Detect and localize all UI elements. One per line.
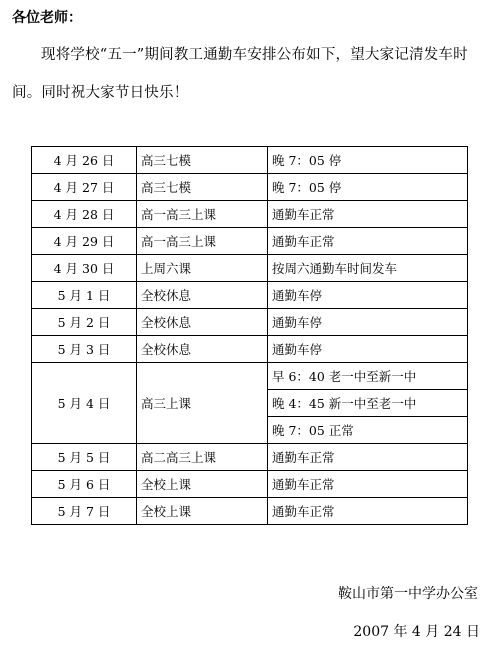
- bus-note-cell: 通勤车停: [268, 309, 468, 336]
- table-row: [32, 309, 468, 336]
- bus-note-cell: 晚 7：05 正常: [268, 417, 468, 444]
- bus-note-cell: 通勤车停: [268, 336, 468, 363]
- table-row: [32, 255, 468, 282]
- signature: 鞍山市第一中学办公室: [338, 586, 478, 602]
- notice-paragraph: 现将学校“五一”期间教工通勤车安排公布如下，望大家记清发车时间。同时祝大家节日快乐！: [12, 47, 468, 101]
- date-cell: 5 月 6 日: [32, 471, 137, 498]
- course-cell: 全校上课: [137, 471, 268, 498]
- table-row: [32, 363, 468, 390]
- course-cell: 全校上课: [137, 498, 268, 525]
- date-cell: 5 月 1 日: [32, 282, 137, 309]
- bus-note-cell: 通勤车正常: [268, 498, 468, 525]
- course-cell: 上周六课: [137, 255, 268, 282]
- bus-note-cell: 通勤车正常: [268, 228, 468, 255]
- date-cell: 4 月 26 日: [32, 147, 137, 174]
- table-row: [32, 174, 468, 201]
- bus-note-cell: 晚 7：05 停: [268, 174, 468, 201]
- date-cell: 5 月 2 日: [32, 309, 137, 336]
- date-cell: 5 月 5 日: [32, 444, 137, 471]
- date-cell: 5 月 4 日: [32, 363, 137, 444]
- bus-note-cell: 通勤车正常: [268, 201, 468, 228]
- table-row: [32, 147, 468, 174]
- table-row: [32, 471, 468, 498]
- date-cell: 4 月 29 日: [32, 228, 137, 255]
- date-cell: 4 月 27 日: [32, 174, 137, 201]
- course-cell: 高三上课: [137, 363, 268, 444]
- bus-note-cell: 通勤车正常: [268, 471, 468, 498]
- course-cell: 全校休息: [137, 282, 268, 309]
- date-cell: 4 月 28 日: [32, 201, 137, 228]
- table-row: [32, 498, 468, 525]
- date-cell: 5 月 7 日: [32, 498, 137, 525]
- course-cell: 全校休息: [137, 309, 268, 336]
- course-cell: 高一高三上课: [137, 228, 268, 255]
- course-cell: 高二高三上课: [137, 444, 268, 471]
- date-cell: 4 月 30 日: [32, 255, 137, 282]
- schedule-table: [31, 146, 468, 525]
- issue-date: 2007 年 4 月 24 日: [353, 624, 480, 640]
- bus-note-cell: 晚 4：45 新一中至老一中: [268, 390, 468, 417]
- schedule-table-body: [32, 147, 468, 525]
- salutation: 各位老师：: [12, 10, 82, 26]
- course-cell: 全校休息: [137, 336, 268, 363]
- table-row: [32, 201, 468, 228]
- table-row: [32, 336, 468, 363]
- bus-note-cell: 通勤车停: [268, 282, 468, 309]
- bus-note-cell: 通勤车正常: [268, 444, 468, 471]
- date-cell: 5 月 3 日: [32, 336, 137, 363]
- course-cell: 高三七模: [137, 147, 268, 174]
- bus-note-cell: 早 6：40 老一中至新一中: [268, 363, 468, 390]
- course-cell: 高三七模: [137, 174, 268, 201]
- table-row: [32, 228, 468, 255]
- table-row: [32, 282, 468, 309]
- course-cell: 高一高三上课: [137, 201, 268, 228]
- bus-note-cell: 晚 7：05 停: [268, 147, 468, 174]
- table-row: [32, 444, 468, 471]
- bus-note-cell: 按周六通勤车时间发车: [268, 255, 468, 282]
